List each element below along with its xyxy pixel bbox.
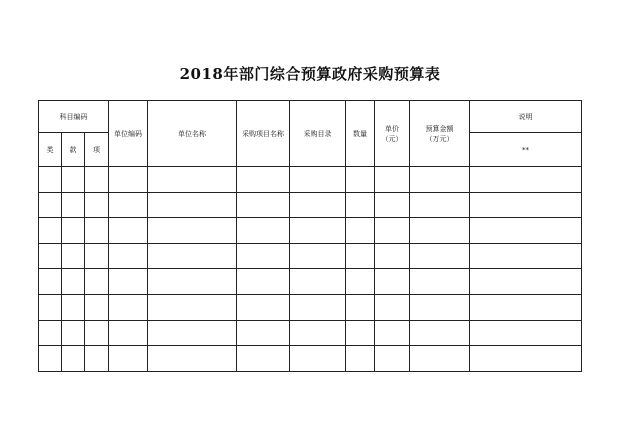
table-cell <box>410 167 470 193</box>
header-procurement-item-name: 采购项目名称 <box>237 101 290 167</box>
table-cell <box>346 294 375 320</box>
table-cell <box>346 192 375 218</box>
table-cell <box>470 269 582 295</box>
table-cell <box>62 346 85 372</box>
header-xiang: 项 <box>85 133 109 167</box>
table-cell <box>375 346 410 372</box>
table-cell <box>109 346 148 372</box>
document-title: 2018年部门综合预算政府采购预算表 <box>179 65 441 83</box>
table-cell <box>109 192 148 218</box>
table-cell <box>148 346 237 372</box>
table-cell <box>410 243 470 269</box>
header-subject-code: 科目编码 <box>39 101 109 133</box>
header-budget-amount <box>410 101 470 167</box>
table-cell <box>410 346 470 372</box>
table-cell <box>290 346 346 372</box>
table-cell <box>470 294 582 320</box>
header-remarks-value: ** <box>470 133 582 167</box>
header-kuan: 款 <box>62 133 85 167</box>
table-cell <box>39 167 62 193</box>
table-cell <box>290 320 346 346</box>
table-cell <box>62 269 85 295</box>
table-cell <box>148 218 237 244</box>
table-cell <box>62 243 85 269</box>
table-body <box>39 167 582 372</box>
table-cell <box>39 320 62 346</box>
table-cell <box>346 218 375 244</box>
table-cell <box>470 167 582 193</box>
table-cell <box>109 294 148 320</box>
table-cell <box>470 218 582 244</box>
table-cell <box>237 218 290 244</box>
table-cell <box>148 294 237 320</box>
table-cell <box>85 218 109 244</box>
table-cell <box>375 294 410 320</box>
table-cell <box>237 269 290 295</box>
table-cell <box>237 294 290 320</box>
table-cell <box>375 218 410 244</box>
table-cell <box>346 346 375 372</box>
table-cell <box>237 243 290 269</box>
header-procurement-catalog: 采购目录 <box>290 101 346 167</box>
table-row <box>39 320 582 346</box>
table-cell <box>470 243 582 269</box>
table-cell <box>346 167 375 193</box>
header-quantity: 数量 <box>346 101 375 167</box>
table-cell <box>148 192 237 218</box>
table-cell <box>62 167 85 193</box>
table-cell <box>237 320 290 346</box>
header-lei: 类 <box>39 133 62 167</box>
table-cell <box>346 320 375 346</box>
header-budget-amount-unit: （万元） <box>425 134 454 143</box>
table-cell <box>85 269 109 295</box>
table-cell <box>290 192 346 218</box>
table-row <box>39 167 582 193</box>
table-cell <box>85 192 109 218</box>
table-cell <box>410 320 470 346</box>
header-unit-price-label: 单价 <box>385 124 400 133</box>
header-budget-amount-label: 预算金额 <box>425 124 454 133</box>
table-cell <box>375 243 410 269</box>
table-row <box>39 192 582 218</box>
table-cell <box>470 346 582 372</box>
table-cell <box>62 192 85 218</box>
table-cell <box>346 269 375 295</box>
table-cell <box>85 167 109 193</box>
table-cell <box>290 167 346 193</box>
table-cell <box>39 346 62 372</box>
table-row <box>39 218 582 244</box>
table-cell <box>237 192 290 218</box>
table-cell <box>410 192 470 218</box>
header-row-1 <box>39 101 582 133</box>
table-cell <box>39 218 62 244</box>
procurement-budget-table <box>38 100 582 372</box>
table-cell <box>375 269 410 295</box>
table-cell <box>109 167 148 193</box>
header-remarks: 说明 <box>470 101 582 133</box>
table-cell <box>62 218 85 244</box>
table-cell <box>85 346 109 372</box>
table-cell <box>148 320 237 346</box>
table-row <box>39 243 582 269</box>
table-cell <box>39 243 62 269</box>
table-cell <box>148 243 237 269</box>
header-unit-price-unit: （元） <box>381 134 403 143</box>
table-cell <box>410 218 470 244</box>
table-cell <box>85 243 109 269</box>
table-row <box>39 294 582 320</box>
table-cell <box>410 294 470 320</box>
table-cell <box>290 294 346 320</box>
table-cell <box>375 167 410 193</box>
table-cell <box>375 192 410 218</box>
table-cell <box>39 294 62 320</box>
table-cell <box>109 320 148 346</box>
table-cell <box>62 320 85 346</box>
table-cell <box>346 243 375 269</box>
table-cell <box>237 346 290 372</box>
table-cell <box>39 192 62 218</box>
table-cell <box>85 294 109 320</box>
table-row <box>39 269 582 295</box>
header-unit-price <box>375 101 410 167</box>
table-cell <box>290 243 346 269</box>
table-cell <box>62 294 85 320</box>
table-cell <box>290 269 346 295</box>
table-cell <box>290 218 346 244</box>
table-cell <box>109 269 148 295</box>
header-unit-name: 单位名称 <box>148 101 237 167</box>
table-cell <box>109 218 148 244</box>
table-cell <box>148 269 237 295</box>
table-cell <box>410 269 470 295</box>
table-cell <box>85 320 109 346</box>
table-cell <box>375 320 410 346</box>
table-cell <box>470 192 582 218</box>
table-row <box>39 346 582 372</box>
table-cell <box>39 269 62 295</box>
table-cell <box>148 167 237 193</box>
header-unit-code: 单位编码 <box>109 101 148 167</box>
table-cell <box>237 167 290 193</box>
table-cell <box>470 320 582 346</box>
table-cell <box>109 243 148 269</box>
